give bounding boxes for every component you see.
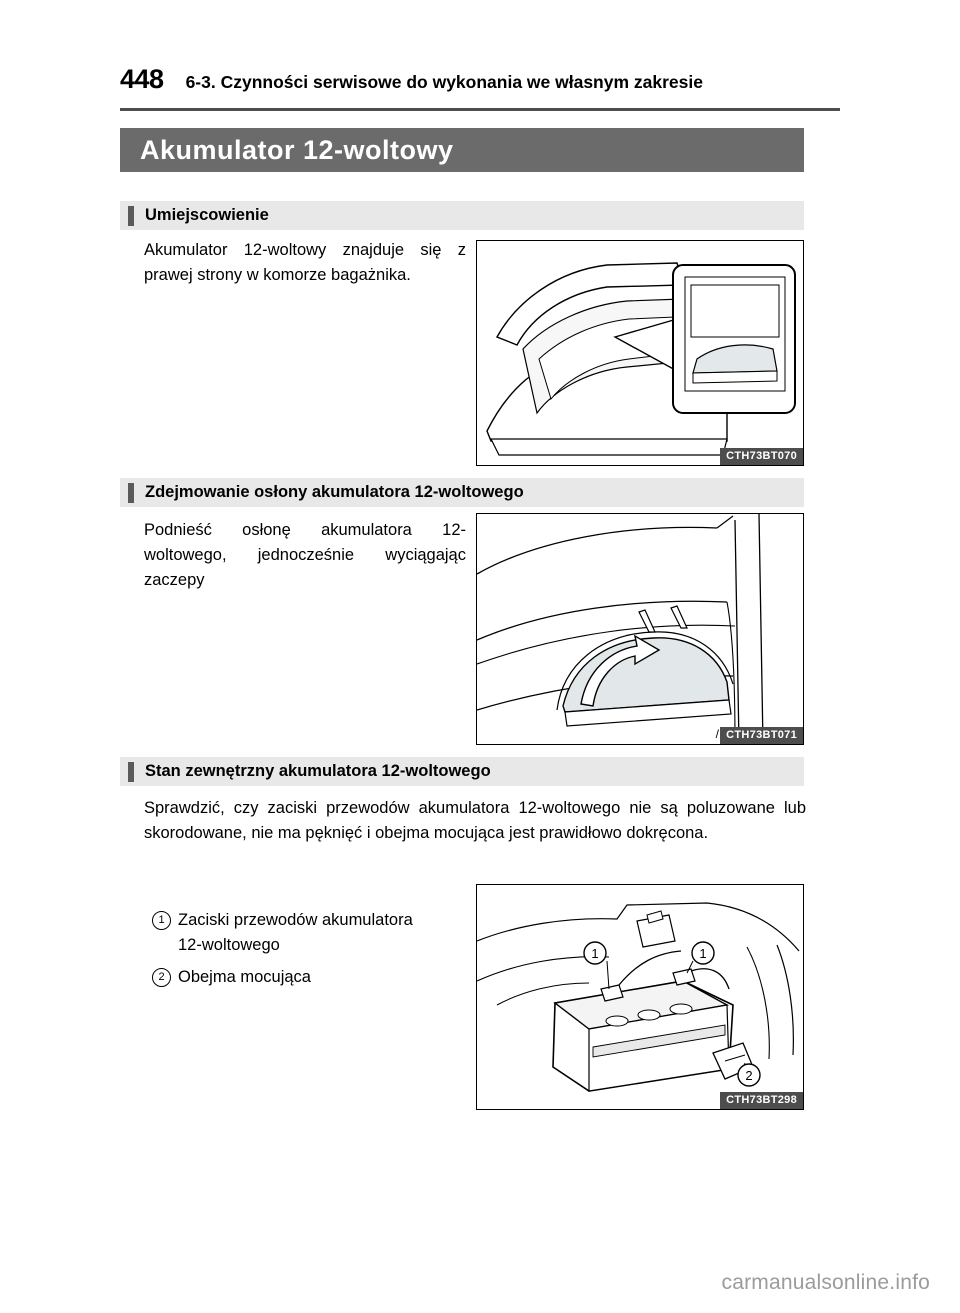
section-heading-umiejscowienie [120,201,804,230]
battery-cover-illustration [477,514,803,744]
section-heading-label: Umiejscowienie [145,206,269,224]
callout-number-2: 2 [152,968,171,987]
figure-battery-cover [476,513,804,745]
svg-text:2: 2 [745,1068,753,1083]
page-title: 6-3. Czynności serwisowe do wykonania we własnym zakresie [185,72,703,92]
callout-number-1: 1 [152,911,171,930]
figure-code-3: CTH73BT298 [720,1092,803,1109]
list-item-label: Obejma mocująca [178,968,311,986]
section-3-text: Sprawdzić, czy zaciski przewodów akumulatora 12-woltowego nie są poluzowane lub skorodowane, nie ma pęknięć i obejma mocująca jest prawidłowo dokręcona. [144,799,806,842]
section-2-text: Podnieść osłonę akumulatora 12-woltowego, jednocześnie wyciągając zaczepy [144,521,466,589]
trunk-illustration [477,241,803,465]
battery-illustration [477,885,803,1109]
header-divider [120,108,840,111]
list-item [152,908,438,958]
section-heading-label: Stan zewnętrzny akumulatora 12-woltowego [145,762,491,780]
list-item [152,965,438,990]
figure-side-mark: / [715,727,719,741]
watermark: carmanualsonline.info [721,1271,930,1294]
chapter-title-bar [120,128,804,172]
page-header [120,64,840,95]
section-heading-stan [120,757,804,786]
section-tick-icon [128,762,134,782]
section-heading-zdejmowanie [120,478,804,507]
section-tick-icon [128,483,134,503]
svg-text:1: 1 [591,946,599,961]
chapter-title: Akumulator 12-woltowy [140,134,454,165]
figure-battery-terminals [476,884,804,1110]
svg-text:1: 1 [699,946,707,961]
section-1-text: Akumulator 12-woltowy znajduje się z prawej strony w komorze bagażnika. [144,241,466,284]
section-tick-icon [128,206,134,226]
figure-battery-location [476,240,804,466]
page-number: 448 [120,64,164,94]
figure-code-2: CTH73BT071 [720,727,803,744]
list-item-label: Zaciski przewodów akumulatora 12-woltowego [178,911,413,954]
figure-code-1: CTH73BT070 [720,448,803,465]
section-heading-label: Zdejmowanie osłony akumulatora 12-woltowego [145,483,524,501]
